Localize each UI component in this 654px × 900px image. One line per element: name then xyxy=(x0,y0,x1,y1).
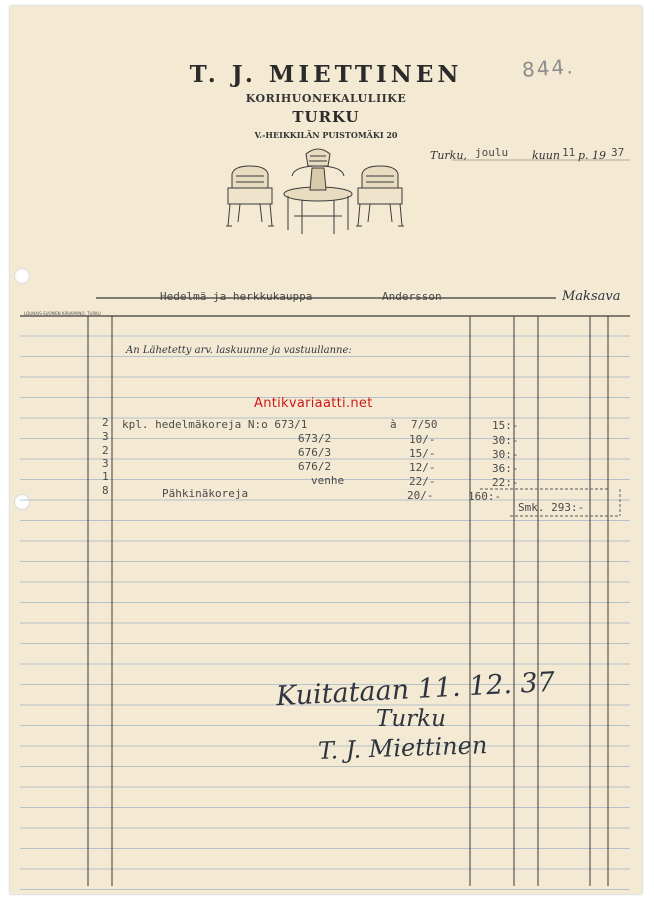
item-desc: Pähkinäkoreja xyxy=(162,487,249,500)
company-name: T. J. MIETTINEN xyxy=(189,61,463,88)
printer-mark: LOUNAIS-SUOMEN KIRJAPAINO, TURKU xyxy=(24,311,101,316)
item-a: à xyxy=(390,418,397,431)
item-total: 22:- xyxy=(492,476,519,489)
item-total: 30:- xyxy=(492,434,519,447)
item-desc: 676/3 xyxy=(298,446,332,459)
item-qty: 1 xyxy=(102,470,109,483)
company-address: V.-HEIKKILÄN PUISTOMÄKI 20 xyxy=(254,130,398,140)
item-qty: 2 xyxy=(102,416,109,429)
signature-name: T. J. Miettinen xyxy=(317,731,488,765)
sum-line: Smk. 293:- xyxy=(518,501,585,514)
item-desc: 676/2 xyxy=(298,460,332,473)
item-total: 15:- xyxy=(492,419,519,432)
date-day-word: joulu xyxy=(475,146,509,159)
item-qty: 3 xyxy=(102,430,109,443)
item-price: 20/- xyxy=(407,489,434,502)
date-year: 37 xyxy=(611,146,625,159)
item-price: 10/- xyxy=(409,433,436,446)
company-city: TURKU xyxy=(292,108,360,126)
date-month-suffix: kuun xyxy=(532,149,560,162)
item-desc: venhe xyxy=(311,474,345,487)
recipient-name: Andersson xyxy=(382,290,442,303)
item-desc: 673/2 xyxy=(298,432,332,445)
date-place: Turku, xyxy=(430,149,467,162)
signature-city: Turku xyxy=(376,706,446,732)
item-qty: 2 xyxy=(102,444,109,457)
invoice-paper xyxy=(10,6,642,894)
pencil-note: 844. xyxy=(521,54,576,82)
item-total: 36:- xyxy=(492,462,519,475)
item-price: 22/- xyxy=(409,475,436,488)
company-business: KORIHUONEKALULIIKE xyxy=(245,92,407,105)
item-price: 12/- xyxy=(409,461,436,474)
item-desc: kpl. hedelmäkoreja N:o 673/1 xyxy=(122,418,308,431)
date-day: 11 xyxy=(562,146,576,159)
item-price: 15/- xyxy=(409,447,436,460)
item-total: 160:- xyxy=(468,490,502,503)
recipient-shop: Hedelmä ja herkkukauppa xyxy=(160,290,313,303)
watermark: Antikvariaatti.net xyxy=(254,396,373,411)
item-qty: 8 xyxy=(102,484,109,497)
payer-label: Maksava xyxy=(562,289,621,304)
item-price: 7/50 xyxy=(411,418,438,431)
item-qty: 3 xyxy=(102,457,109,470)
intro-line: An Lähetetty arv. laskuunne ja vastuullanne: xyxy=(126,345,352,356)
date-p-label: p. 19 xyxy=(578,149,607,162)
receipt-note: Kuitataan 11. 12. 37 xyxy=(275,666,556,713)
item-total: 30:- xyxy=(492,448,519,461)
